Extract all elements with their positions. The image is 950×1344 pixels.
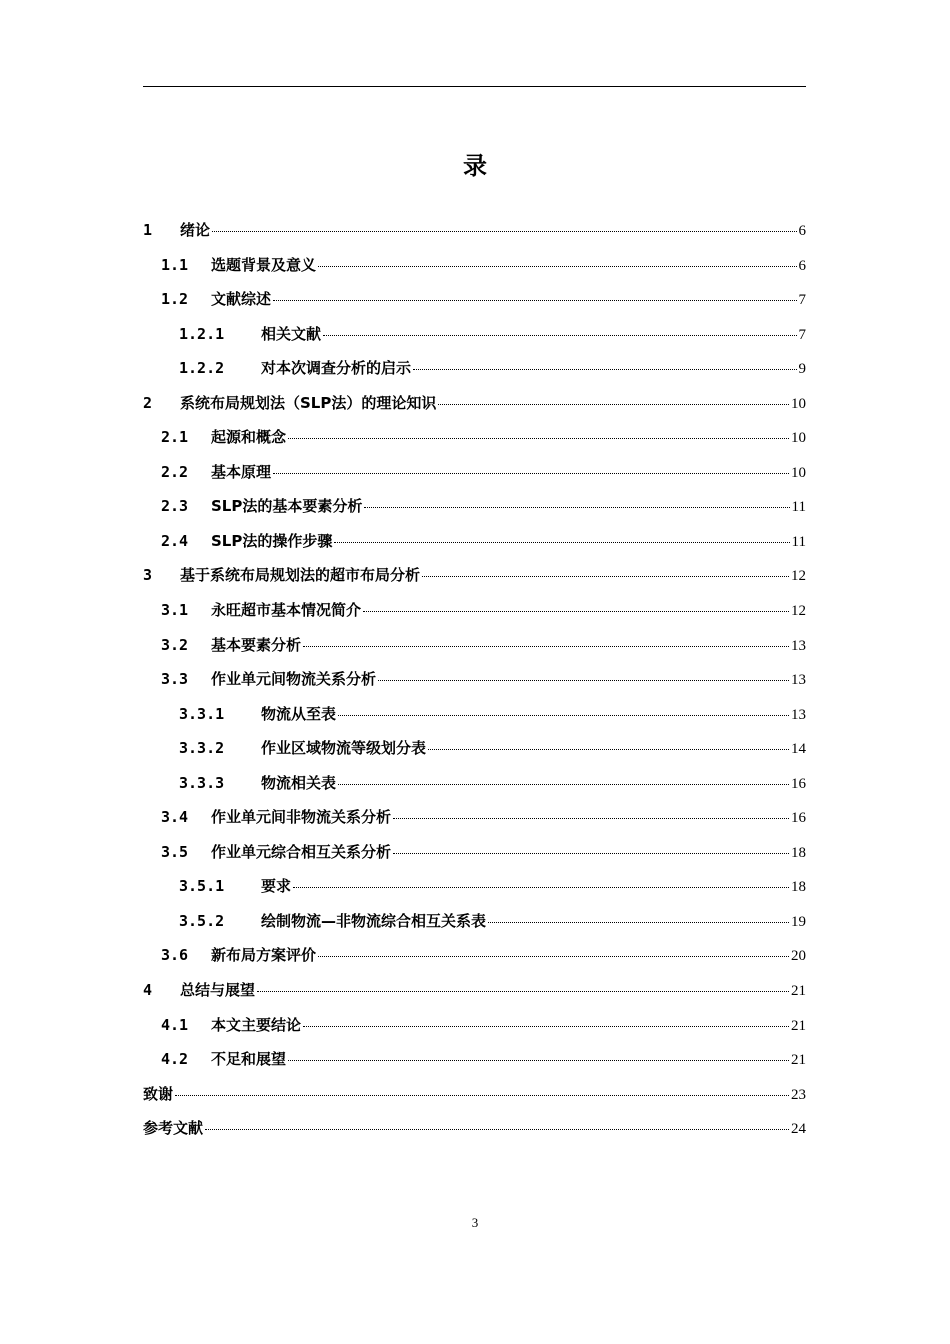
toc-entry-label: 物流相关表 bbox=[261, 773, 337, 792]
toc-entry-page: 11 bbox=[791, 499, 806, 516]
toc-entry-number: 1.1 bbox=[161, 255, 189, 274]
toc-entry-label: 总结与展望 bbox=[180, 981, 256, 1000]
toc-entry-page: 13 bbox=[791, 706, 806, 723]
dot-leader bbox=[293, 886, 789, 888]
dot-leader bbox=[378, 679, 789, 681]
toc-entry-page: 12 bbox=[791, 568, 806, 585]
toc-entry[interactable] bbox=[143, 425, 806, 460]
toc-entry-label: 参考文献 bbox=[143, 1119, 204, 1138]
toc-entry[interactable] bbox=[143, 1116, 806, 1151]
dot-leader bbox=[338, 783, 789, 785]
toc-title: 录 bbox=[463, 152, 487, 180]
toc-entry-page: 16 bbox=[791, 810, 806, 827]
dot-leader bbox=[488, 921, 789, 923]
dot-leader bbox=[338, 714, 789, 716]
toc-entry-number: 3.3 bbox=[161, 670, 189, 689]
dot-leader bbox=[438, 403, 789, 405]
toc-entry-number: 1.2.1 bbox=[179, 324, 225, 343]
toc-entry-number: 3.5.2 bbox=[179, 911, 225, 930]
toc-entry-number: 3.5.1 bbox=[179, 877, 225, 896]
dot-leader bbox=[422, 575, 789, 577]
toc-entry-label: 基本原理 bbox=[211, 462, 272, 481]
header-rule bbox=[143, 86, 806, 87]
toc-entry-label: 物流从至表 bbox=[261, 704, 337, 723]
toc-entry-label: 新布局方案评价 bbox=[211, 946, 317, 965]
dot-leader bbox=[413, 368, 796, 370]
toc-entry-number: 1.2.2 bbox=[179, 359, 225, 378]
toc-entry-label: 起源和概念 bbox=[211, 428, 287, 447]
toc-entry-number: 2.1 bbox=[161, 428, 189, 447]
dot-leader bbox=[364, 506, 789, 508]
toc-entry-page: 18 bbox=[791, 879, 806, 896]
toc-entry-label: 系统布局规划法（SLP法）的理论知识 bbox=[180, 393, 437, 412]
toc-entry-number: 4.2 bbox=[161, 1050, 189, 1069]
toc-entry-page: 19 bbox=[791, 913, 806, 930]
toc-entry-label: 绪论 bbox=[180, 221, 211, 239]
toc-entry-number: 3.1 bbox=[161, 601, 189, 620]
toc-entry-page: 16 bbox=[791, 775, 806, 792]
toc-entry-number: 1 bbox=[143, 221, 153, 239]
toc-entry-page: 7 bbox=[798, 292, 806, 309]
toc-entry-label: 本文主要结论 bbox=[211, 1015, 302, 1034]
dot-leader bbox=[273, 472, 789, 474]
toc-entry[interactable] bbox=[143, 598, 806, 633]
toc-entry-label: 作业单元间非物流关系分析 bbox=[211, 808, 392, 827]
toc-entry[interactable] bbox=[143, 702, 806, 737]
toc-entry-label: 作业单元间物流关系分析 bbox=[211, 670, 377, 689]
dot-leader bbox=[393, 817, 789, 819]
toc-entry-page: 21 bbox=[791, 1052, 806, 1069]
toc-entry[interactable] bbox=[143, 218, 806, 253]
toc-entry[interactable] bbox=[143, 494, 806, 529]
toc-entry-page: 6 bbox=[798, 257, 806, 274]
toc-entry-number: 3 bbox=[143, 566, 153, 585]
dot-leader bbox=[334, 541, 789, 543]
toc-entry-label: 选题背景及意义 bbox=[211, 255, 317, 274]
dot-leader bbox=[288, 1059, 789, 1061]
toc-entry[interactable] bbox=[143, 667, 806, 702]
dot-leader bbox=[318, 265, 796, 267]
toc-entry[interactable] bbox=[143, 633, 806, 668]
dot-leader bbox=[323, 334, 796, 336]
toc-entry[interactable] bbox=[143, 460, 806, 495]
dot-leader bbox=[363, 610, 789, 612]
toc-entry[interactable] bbox=[143, 322, 806, 357]
toc-entry-page: 20 bbox=[791, 948, 806, 965]
toc-entry-number: 2.4 bbox=[161, 531, 189, 550]
dot-leader bbox=[288, 437, 789, 439]
toc-entry[interactable] bbox=[143, 805, 806, 840]
toc-entry-number: 4 bbox=[143, 981, 153, 1000]
toc-entry-page: 10 bbox=[791, 430, 806, 447]
toc-entry-number: 3.3.1 bbox=[179, 704, 225, 723]
toc-entry[interactable] bbox=[143, 840, 806, 875]
toc-entry-page: 9 bbox=[798, 361, 806, 378]
toc-entry-page: 6 bbox=[798, 223, 806, 239]
dot-leader bbox=[257, 990, 789, 992]
dot-leader bbox=[175, 1094, 789, 1096]
toc-entry-label: 基本要素分析 bbox=[211, 635, 302, 654]
toc-entry-label: SLP法的操作步骤 bbox=[211, 531, 333, 550]
toc-entry-label: 致谢 bbox=[143, 1084, 174, 1103]
toc-entry[interactable] bbox=[143, 909, 806, 944]
toc-entry[interactable] bbox=[143, 874, 806, 909]
toc-entry-number: 1.2 bbox=[161, 290, 189, 309]
toc-entry[interactable] bbox=[143, 771, 806, 806]
toc-entry-page: 10 bbox=[791, 395, 806, 412]
toc-entry-page: 23 bbox=[791, 1086, 806, 1103]
toc-entry[interactable] bbox=[143, 563, 806, 598]
dot-leader bbox=[393, 852, 789, 854]
toc-entry-label: 相关文献 bbox=[261, 324, 322, 343]
dot-leader bbox=[212, 230, 796, 232]
toc-entry[interactable] bbox=[143, 253, 806, 288]
toc-entry-label: 作业区域物流等级划分表 bbox=[261, 739, 427, 758]
toc-entry-label: 永旺超市基本情况简介 bbox=[211, 601, 362, 620]
toc-entry-number: 4.1 bbox=[161, 1015, 189, 1034]
toc-entry[interactable] bbox=[143, 287, 806, 322]
toc-entry-label: 绘制物流—非物流综合相互关系表 bbox=[261, 911, 487, 930]
toc-entry-page: 12 bbox=[791, 603, 806, 620]
toc-entry-label: 作业单元综合相互关系分析 bbox=[211, 842, 392, 861]
dot-leader bbox=[273, 299, 796, 301]
toc-entry-number: 3.4 bbox=[161, 808, 189, 827]
toc-entry[interactable] bbox=[143, 1047, 806, 1082]
toc-entry-label: 基于系统布局规划法的超市布局分析 bbox=[180, 566, 421, 585]
dot-leader bbox=[303, 1025, 789, 1027]
toc-entry-number: 2 bbox=[143, 393, 153, 412]
toc-entry-label: 要求 bbox=[261, 877, 292, 896]
toc-entry-page: 7 bbox=[798, 326, 806, 343]
toc-entry-number: 2.3 bbox=[161, 497, 189, 516]
toc-entry[interactable] bbox=[143, 356, 806, 391]
dot-leader bbox=[428, 748, 789, 750]
toc-entry[interactable] bbox=[143, 736, 806, 771]
toc-entry-page: 11 bbox=[791, 533, 806, 550]
toc-entry-number: 2.2 bbox=[161, 462, 189, 481]
toc-entry-page: 18 bbox=[791, 844, 806, 861]
toc-entry-page: 10 bbox=[791, 464, 806, 481]
toc-entry[interactable] bbox=[143, 1082, 806, 1117]
toc-entry-number: 3.5 bbox=[161, 842, 189, 861]
toc-entry-number: 3.6 bbox=[161, 946, 189, 965]
toc-entry[interactable] bbox=[143, 943, 806, 978]
dot-leader bbox=[205, 1128, 789, 1130]
toc-entry-page: 21 bbox=[791, 1017, 806, 1034]
page-number: 3 bbox=[471, 1215, 479, 1230]
toc-entry-label: SLP法的基本要素分析 bbox=[211, 497, 363, 516]
dot-leader bbox=[318, 955, 789, 957]
toc-entry[interactable] bbox=[143, 529, 806, 564]
toc-entry-number: 3.2 bbox=[161, 635, 189, 654]
toc-entry-page: 13 bbox=[791, 637, 806, 654]
toc-entry[interactable] bbox=[143, 1013, 806, 1048]
dot-leader bbox=[303, 645, 789, 647]
toc-entry-page: 24 bbox=[791, 1121, 806, 1138]
toc-entry-page: 13 bbox=[791, 672, 806, 689]
toc-entry-number: 3.3.2 bbox=[179, 739, 225, 758]
toc-entry[interactable] bbox=[143, 391, 806, 426]
table-of-contents bbox=[143, 218, 806, 1151]
toc-entry-page: 14 bbox=[791, 741, 806, 758]
toc-entry-page: 21 bbox=[791, 983, 806, 1000]
toc-entry-label: 文献综述 bbox=[211, 290, 272, 309]
toc-entry[interactable] bbox=[143, 978, 806, 1013]
toc-entry-label: 不足和展望 bbox=[211, 1050, 287, 1069]
toc-entry-label: 对本次调查分析的启示 bbox=[261, 359, 412, 378]
toc-entry-number: 3.3.3 bbox=[179, 773, 225, 792]
